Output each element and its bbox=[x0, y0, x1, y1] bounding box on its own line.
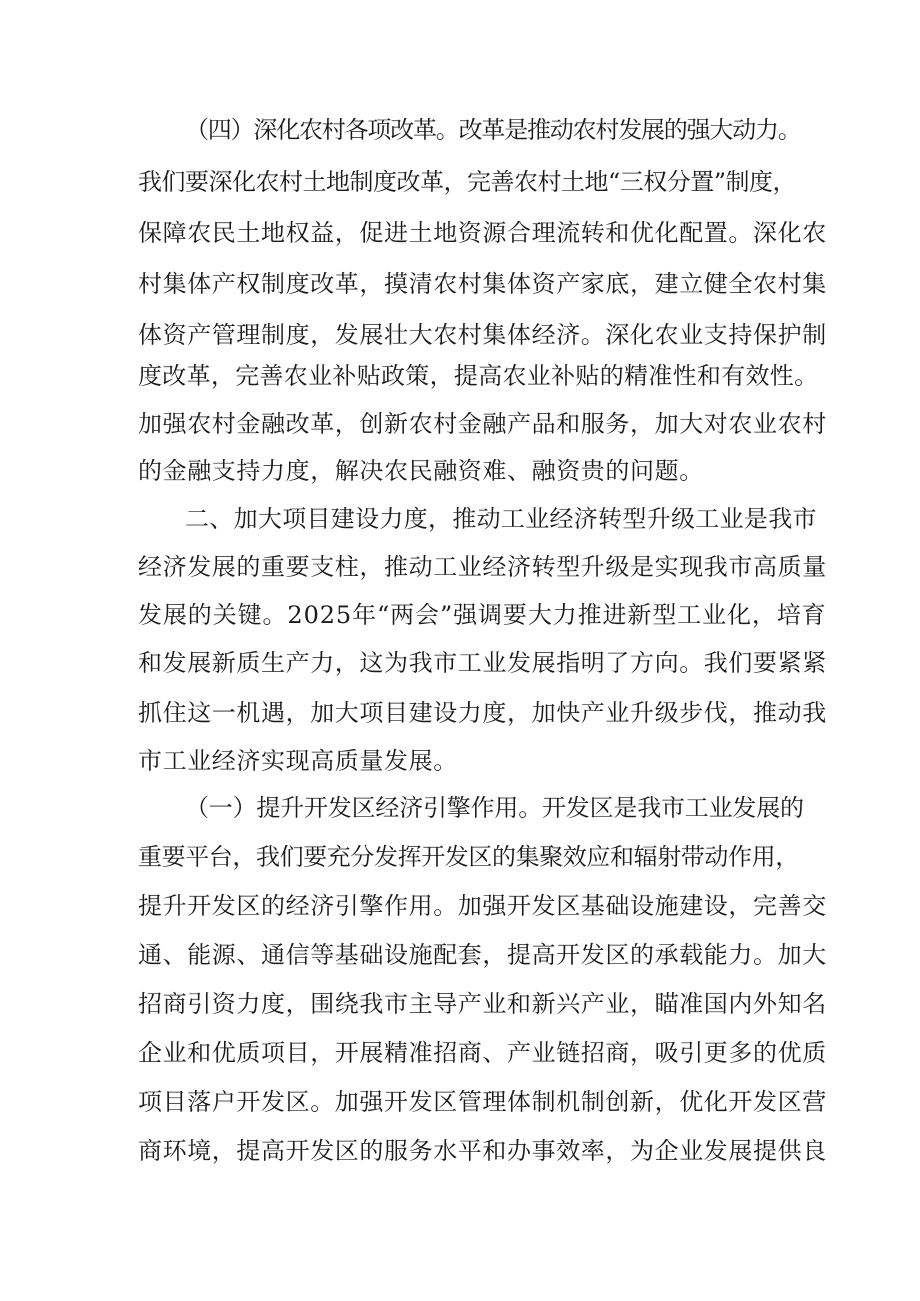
text-line: （四）深化农村各项改革。改革是推动农村发展的强大动力。 bbox=[185, 116, 801, 144]
text-line: 的金融支持力度，解决农民融资难、融资贵的问题。 bbox=[138, 457, 704, 485]
text-line: 我们要深化农村土地制度改革，完善农村土地“三权分置”制度， bbox=[138, 168, 797, 196]
text-line: 体资产管理制度，发展壮大农村集体经济。深化农业支持保护制 bbox=[138, 321, 827, 349]
text-line: 经济发展的重要支柱，推动工业经济转型升级是实现我市高质量 bbox=[138, 553, 827, 581]
text-line: （一）提升开发区经济引擎作用。开发区是我市工业发展的 bbox=[185, 794, 804, 822]
text-line: 度改革，完善农业补贴政策，提高农业补贴的精准性和有效性。 bbox=[138, 362, 819, 390]
text-line: 重要平台，我们要充分发挥开发区的集聚效应和辐射带动作用， bbox=[138, 843, 799, 871]
text-line: 企业和优质项目，开展精准招商、产业链招商，吸引更多的优质 bbox=[138, 1039, 827, 1067]
text-line: 二、加大项目建设力度，推动工业经济转型升级工业是我市 bbox=[185, 505, 817, 533]
text-line: 通、能源、通信等基础设施配套，提高开发区的承载能力。加大 bbox=[138, 941, 827, 969]
text-line: 发展的关键。2025年“两会”强调要大力推进新型工业化，培育 bbox=[138, 601, 827, 629]
text-line: 项目落户开发区。加强开发区管理体制机制创新，优化开发区营 bbox=[138, 1088, 827, 1116]
text-line: 市工业经济实现高质量发展。 bbox=[138, 747, 458, 775]
text-line: 和发展新质生产力，这为我市工业发展指明了方向。我们要紧紧 bbox=[138, 649, 827, 677]
text-line: 加强农村金融改革，创新农村金融产品和服务，加大对农业农村 bbox=[138, 410, 827, 438]
text-line: 村集体产权制度改革，摸清农村集体资产家底，建立健全农村集 bbox=[138, 270, 827, 298]
text-line: 保障农民土地权益，促进土地资源合理流转和优化配置。深化农 bbox=[138, 219, 827, 247]
text-line: 招商引资力度，围绕我市主导产业和新兴产业，瞄准国内外知名 bbox=[138, 990, 827, 1018]
text-line: 商环境，提高开发区的服务水平和办事效率，为企业发展提供良 bbox=[138, 1137, 827, 1165]
text-line: 抓住这一机遇，加大项目建设力度，加快产业升级步伐，推动我 bbox=[138, 699, 827, 727]
text-line: 提升开发区的经济引擎作用。加强开发区基础设施建设，完善交 bbox=[138, 892, 827, 920]
